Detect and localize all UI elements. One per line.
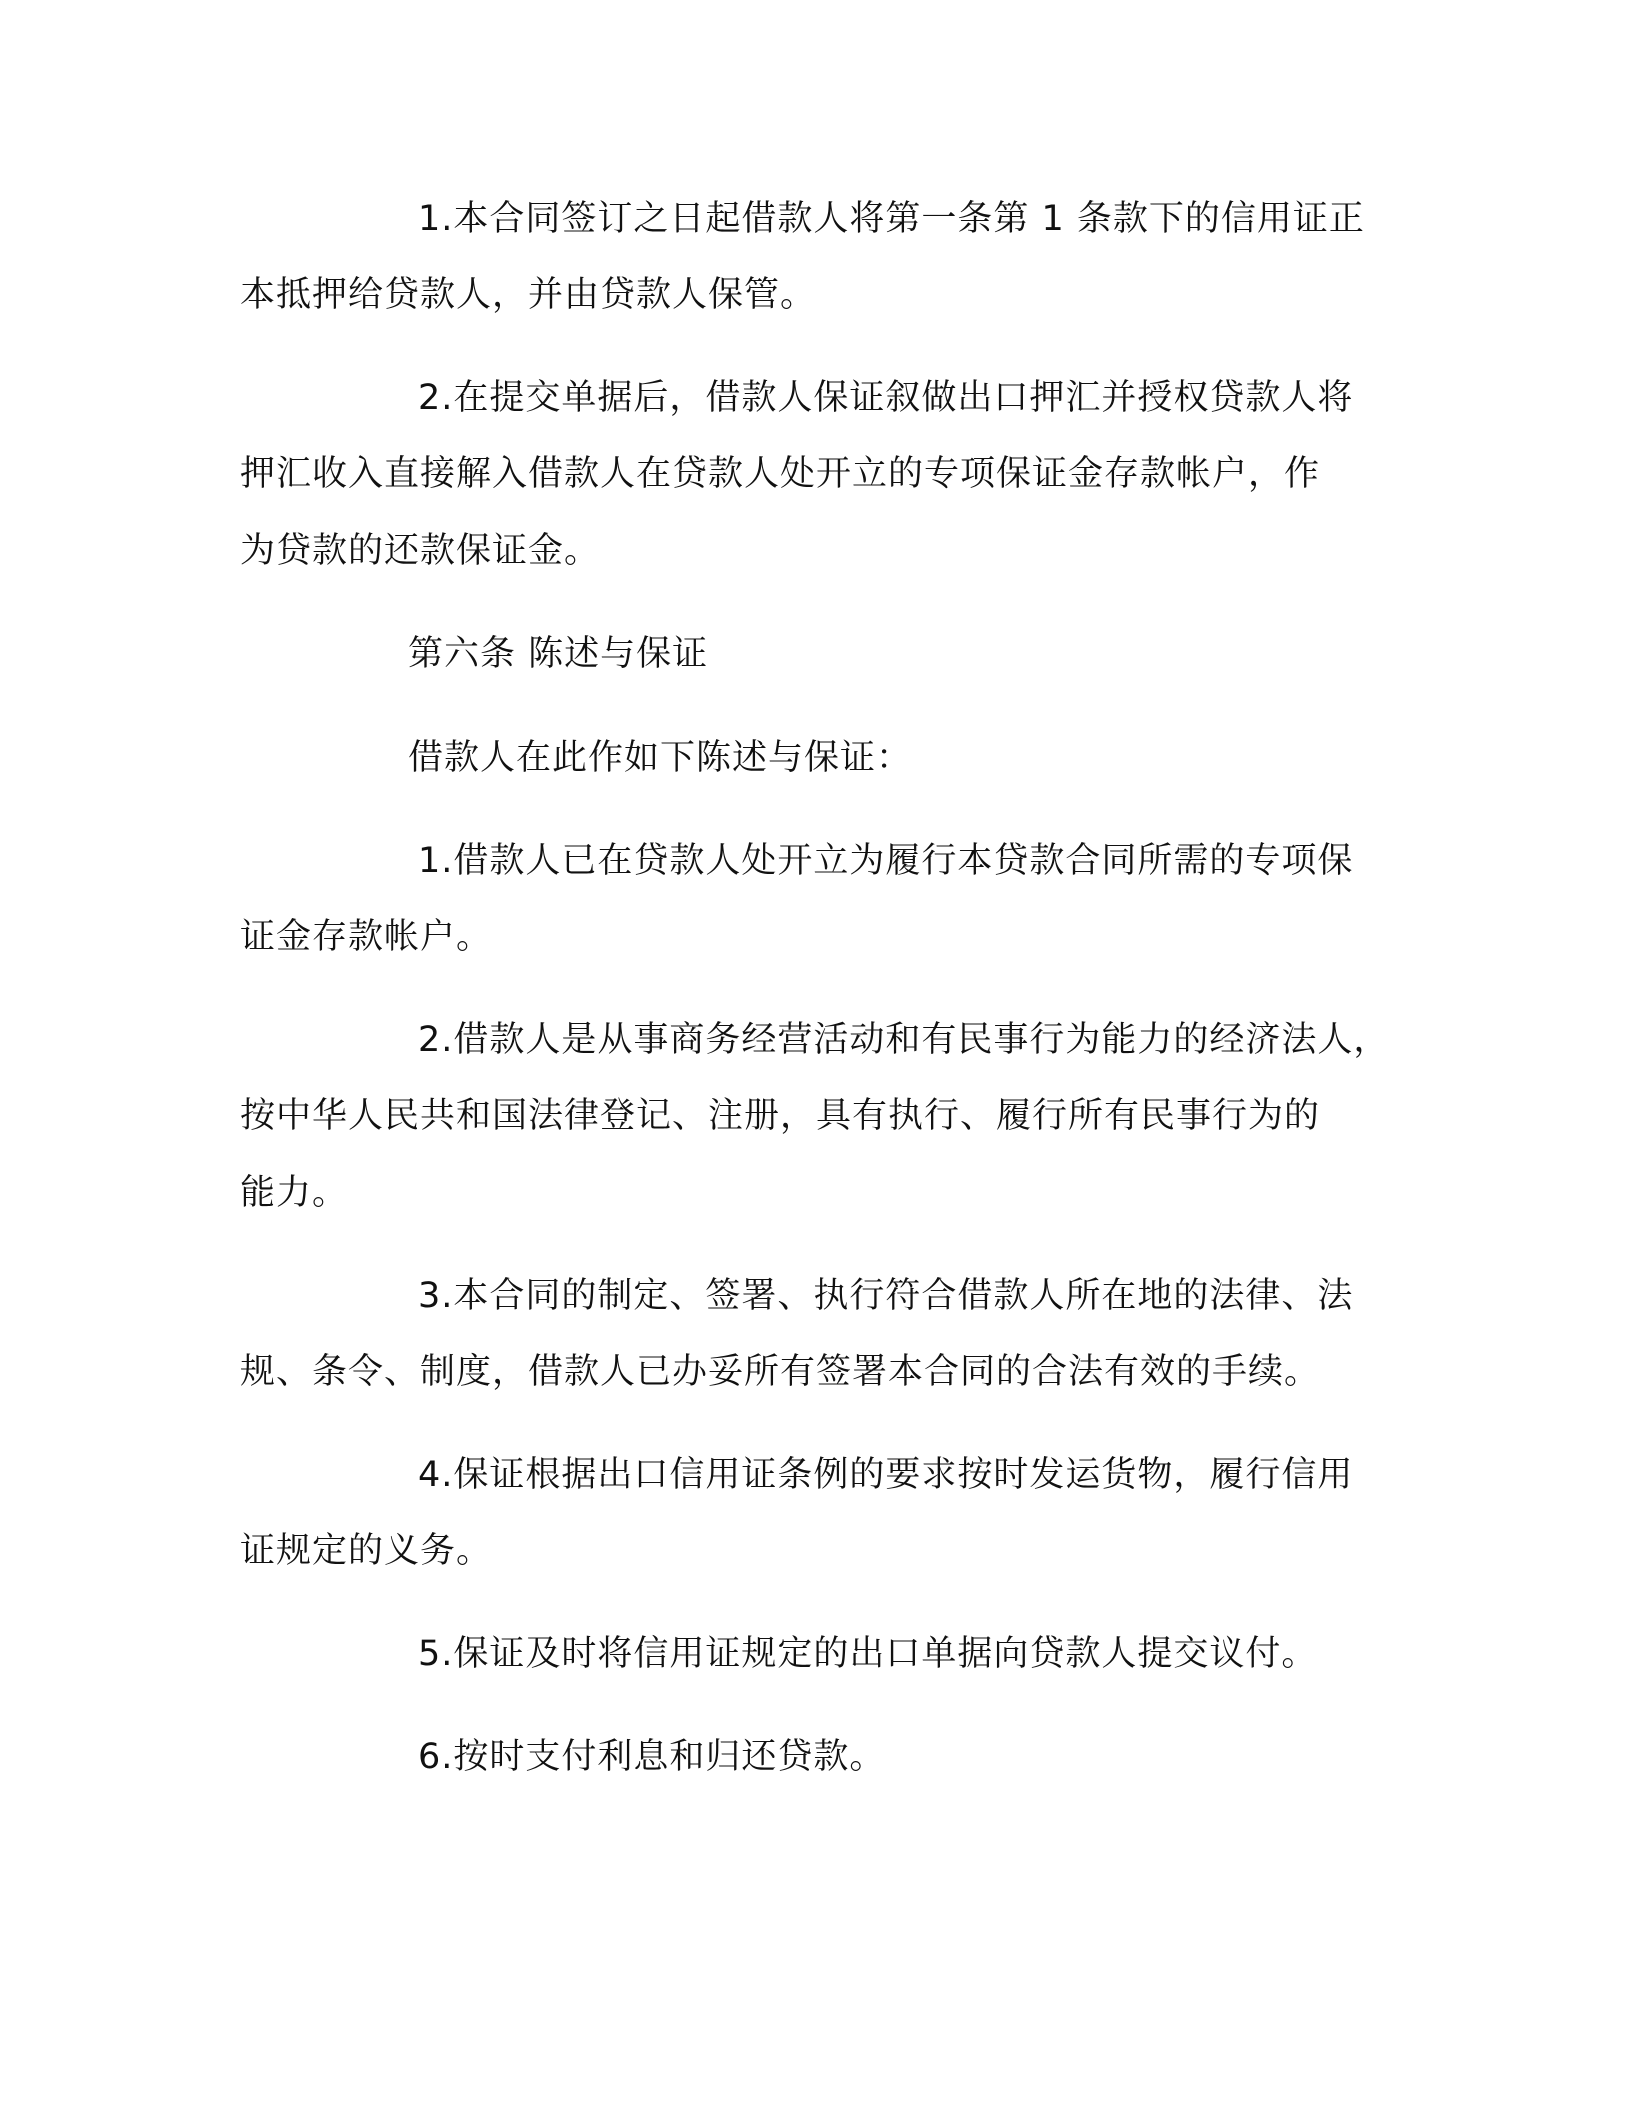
clause-6-1-line-1: 1.借款人已在贷款人处开立为履行本贷款合同所需的专项保 <box>418 841 1354 881</box>
clause-6-2-line-2: 按中华人民共和国法律登记、注册，具有执行、履行所有民事行为的 <box>240 1096 1321 1136</box>
clause-6-2-line-3: 能力。 <box>240 1173 349 1213</box>
clause-6-4-line-1: 4.保证根据出口信用证条例的要求按时发运货物，履行信用 <box>418 1455 1354 1495</box>
article-6-heading: 第六条 陈述与保证 <box>408 634 709 674</box>
clause-6-6: 6.按时支付利息和归还贷款。 <box>418 1737 886 1777</box>
clause-6-2-line-1: 2.借款人是从事商务经营活动和有民事行为能力的经济法人， <box>418 1020 1390 1060</box>
clause-5-1-line-1: 1.本合同签订之日起借款人将第一条第 1 条款下的信用证正 <box>418 199 1365 239</box>
article-6-intro: 借款人在此作如下陈述与保证： <box>408 738 913 778</box>
clause-6-3-line-1: 3.本合同的制定、签署、执行符合借款人所在地的法律、法 <box>418 1276 1354 1316</box>
clause-5-2-line-3: 为贷款的还款保证金。 <box>240 531 601 571</box>
clause-6-4-line-2: 证规定的义务。 <box>240 1531 493 1571</box>
clause-5-2-line-2: 押汇收入直接解入借款人在贷款人处开立的专项保证金存款帐户，作 <box>240 454 1321 494</box>
clause-6-3-line-2: 规、条令、制度，借款人已办妥所有签署本合同的合法有效的手续。 <box>240 1352 1321 1392</box>
clause-5-2-line-1: 2.在提交单据后，借款人保证叙做出口押汇并授权贷款人将 <box>418 378 1354 418</box>
clause-6-5: 5.保证及时将信用证规定的出口单据向贷款人提交议付。 <box>418 1634 1318 1674</box>
clause-5-1-line-2: 本抵押给贷款人，并由贷款人保管。 <box>240 275 817 315</box>
clause-6-1-line-2: 证金存款帐户。 <box>240 917 493 957</box>
